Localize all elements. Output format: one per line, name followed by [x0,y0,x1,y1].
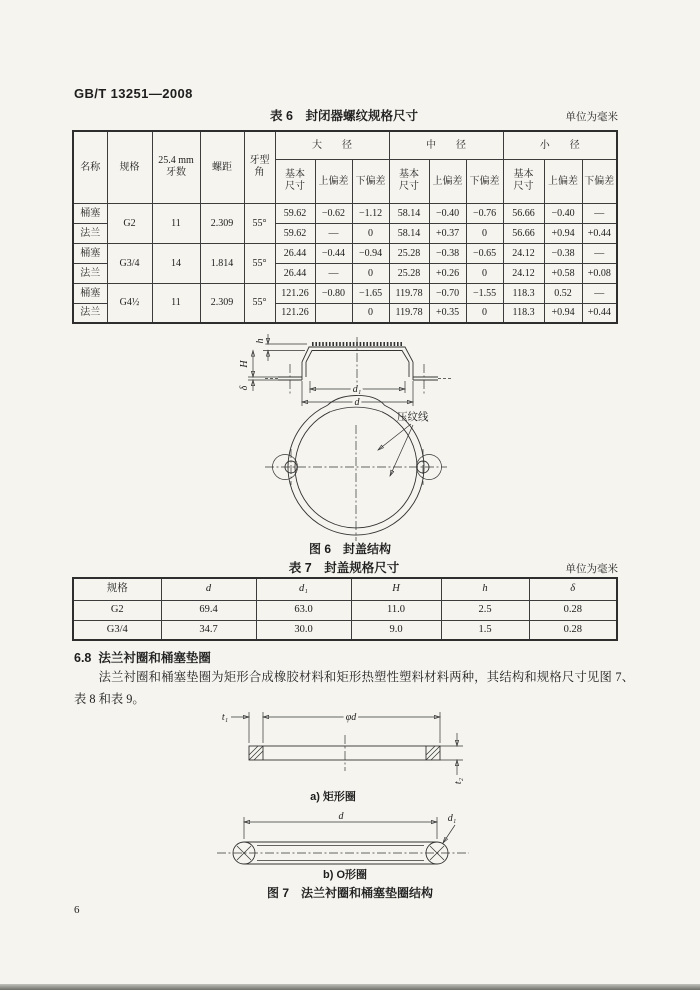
cell: 69.4 [161,600,256,620]
cell: +0.58 [544,263,582,283]
table7-header-row [73,578,617,600]
dim-label-h: h [255,338,266,344]
table7-unit-note: 单位为毫米 [565,564,618,575]
cell-angle: 55° [244,283,275,323]
cell: — [582,243,617,263]
cell: −0.62 [315,203,352,223]
figure7a-caption: a) 矩形圈 [310,791,356,803]
cell: — [315,263,352,283]
col-header-pitch: 螺距 [200,131,244,203]
cell-name: 法兰 [73,223,107,243]
cell-name: 桶塞 [73,243,107,263]
cell: 63.0 [256,600,351,620]
cell: — [582,283,617,303]
cell: −0.65 [466,243,503,263]
group-header-minor: 小 径 [503,131,617,159]
cell: 0 [466,303,503,323]
cell: 121.26 [275,283,315,303]
figure6-caption: 图 6 封盖结构 [308,542,391,556]
cell: 2.5 [441,600,529,620]
cell: 26.44 [275,263,315,283]
dim-label-t1: t₁ [221,712,229,723]
col-header-d1: d₁ [256,578,351,600]
cell: 0 [352,263,389,283]
cell-name: 法兰 [73,263,107,283]
cell: 30.0 [256,620,351,640]
cell-pitch: 1.814 [200,243,244,283]
cell-pitch: 2.309 [200,283,244,323]
cell-spec: G2 [107,203,152,243]
cell: 0 [466,223,503,243]
cell: 0.28 [529,620,617,640]
cell: 59.62 [275,223,315,243]
cell: −0.76 [466,203,503,223]
cell: — [315,223,352,243]
group-header-middle: 中 径 [389,131,503,159]
dim-label-phi-d: φd [345,712,357,723]
dim-label-d: d [338,811,344,822]
cell: +0.94 [544,303,582,323]
cell-name: 桶塞 [73,283,107,303]
standard-code: GB/T 13251—2008 [74,86,193,101]
cell: 26.44 [275,243,315,263]
table7-cap-dimensions [72,577,618,641]
cell-tpi: 14 [152,243,200,283]
cell: 118.3 [503,283,544,303]
section-title: 法兰衬圈和桶塞垫圈 [98,651,211,665]
cell: 0.52 [544,283,582,303]
cell-pitch: 2.309 [200,203,244,243]
table6-header-row-1 [73,131,617,159]
cell: 118.3 [503,303,544,323]
cell: 121.26 [275,303,315,323]
group-header-major: 大 径 [275,131,389,159]
dim-label-d: d [354,397,360,408]
col-header-delta: δ [529,578,617,600]
cell-name: 桶塞 [73,203,107,223]
col-header-basic: 基本 尺寸 [503,159,544,203]
embossing-line-label: 压纹线 [397,412,429,423]
cell: 0 [466,263,503,283]
cell: 0 [352,223,389,243]
cell: −0.40 [544,203,582,223]
cell-spec: G3/4 [107,243,152,283]
cell: 58.14 [389,223,429,243]
col-header-basic: 基本 尺寸 [275,159,315,203]
cell: −1.12 [352,203,389,223]
figure7b-o-ring-drawing [205,810,490,868]
table7-caption: 表 7 封盖规格尺寸 [288,561,400,575]
cell-name: 法兰 [73,303,107,323]
cell: 119.78 [389,303,429,323]
table-row [73,620,617,640]
cell: — [582,203,617,223]
table-row [73,283,617,303]
cell: 34.7 [161,620,256,640]
table6-caption: 表 6 封闭器螺纹规格尺寸 [270,109,418,123]
cell: 59.62 [275,203,315,223]
dim-label-H: H [239,360,250,368]
table-row [73,600,617,620]
col-header-lower: 下偏差 [582,159,617,203]
col-header-upper: 上偏差 [315,159,352,203]
col-header-d: d [161,578,256,600]
figure6-cap-structure-drawing [135,333,565,541]
table-row [73,243,617,263]
col-header-lower: 下偏差 [466,159,503,203]
page-number: 6 [74,904,80,916]
dim-label-t2: t₂ [453,777,464,785]
cell: 25.28 [389,263,429,283]
cell: 0 [352,303,389,323]
cell: 119.78 [389,283,429,303]
col-header-H: H [351,578,441,600]
col-header-spec: 规格 [73,578,161,600]
col-header-upper: 上偏差 [429,159,466,203]
table6-unit-note: 单位为毫米 [565,112,618,123]
cell: G2 [73,600,161,620]
section-number: 6.8 [74,651,92,665]
section-6-8-heading [74,648,211,666]
figure7a-rect-ring-drawing [215,703,485,791]
cell: −1.55 [466,283,503,303]
cell: −0.94 [352,243,389,263]
cell-angle: 55° [244,243,275,283]
cell: G3/4 [73,620,161,640]
cell: 25.28 [389,243,429,263]
table-row [73,203,617,223]
cell-spec: G4½ [107,283,152,323]
cell: 9.0 [351,620,441,640]
cell: 58.14 [389,203,429,223]
cell: +0.35 [429,303,466,323]
cell: +0.94 [544,223,582,243]
scan-bottom-edge [0,984,700,990]
cell: −1.65 [352,283,389,303]
cell: +0.44 [582,223,617,243]
cell: 0.28 [529,600,617,620]
col-header-tpi: 25.4 mm 牙数 [152,131,200,203]
cell: 1.5 [441,620,529,640]
col-header-angle: 牙型 角 [244,131,275,203]
cell: +0.26 [429,263,466,283]
cell: −0.40 [429,203,466,223]
cell: 56.66 [503,223,544,243]
cell-tpi: 11 [152,203,200,243]
cell: −0.44 [315,243,352,263]
col-header-h: h [441,578,529,600]
col-header-basic: 基本 尺寸 [389,159,429,203]
cell: +0.37 [429,223,466,243]
figure7-caption: 图 7 法兰衬圈和桶塞垫圈结构 [266,886,433,900]
cell: +0.44 [582,303,617,323]
section-6-8-body: 法兰衬圈和桶塞垫圈为矩形合成橡胶材料和矩形热塑性塑料材料两种，其结构和规格尺寸见图 7、表 8 和表 9。 [74,670,634,707]
dim-label-d1: d₁ [352,384,362,395]
cell: 56.66 [503,203,544,223]
cell-tpi: 11 [152,283,200,323]
cell: −0.38 [429,243,466,263]
cell: +0.08 [582,263,617,283]
dim-label-d1: d₁ [447,813,457,824]
col-header-lower: 下偏差 [352,159,389,203]
cell: 24.12 [503,243,544,263]
cell: 24.12 [503,263,544,283]
col-header-spec: 规格 [107,131,152,203]
col-header-upper: 上偏差 [544,159,582,203]
cell: 11.0 [351,600,441,620]
cell: −0.80 [315,283,352,303]
cell: −0.38 [544,243,582,263]
table6-thread-dimensions [72,130,618,324]
dim-label-delta: δ [239,385,250,391]
cell-angle: 55° [244,203,275,243]
col-header-name: 名称 [73,131,107,203]
cell: −0.70 [429,283,466,303]
figure7b-caption: b) O形圈 [323,869,367,881]
cell [315,303,352,323]
